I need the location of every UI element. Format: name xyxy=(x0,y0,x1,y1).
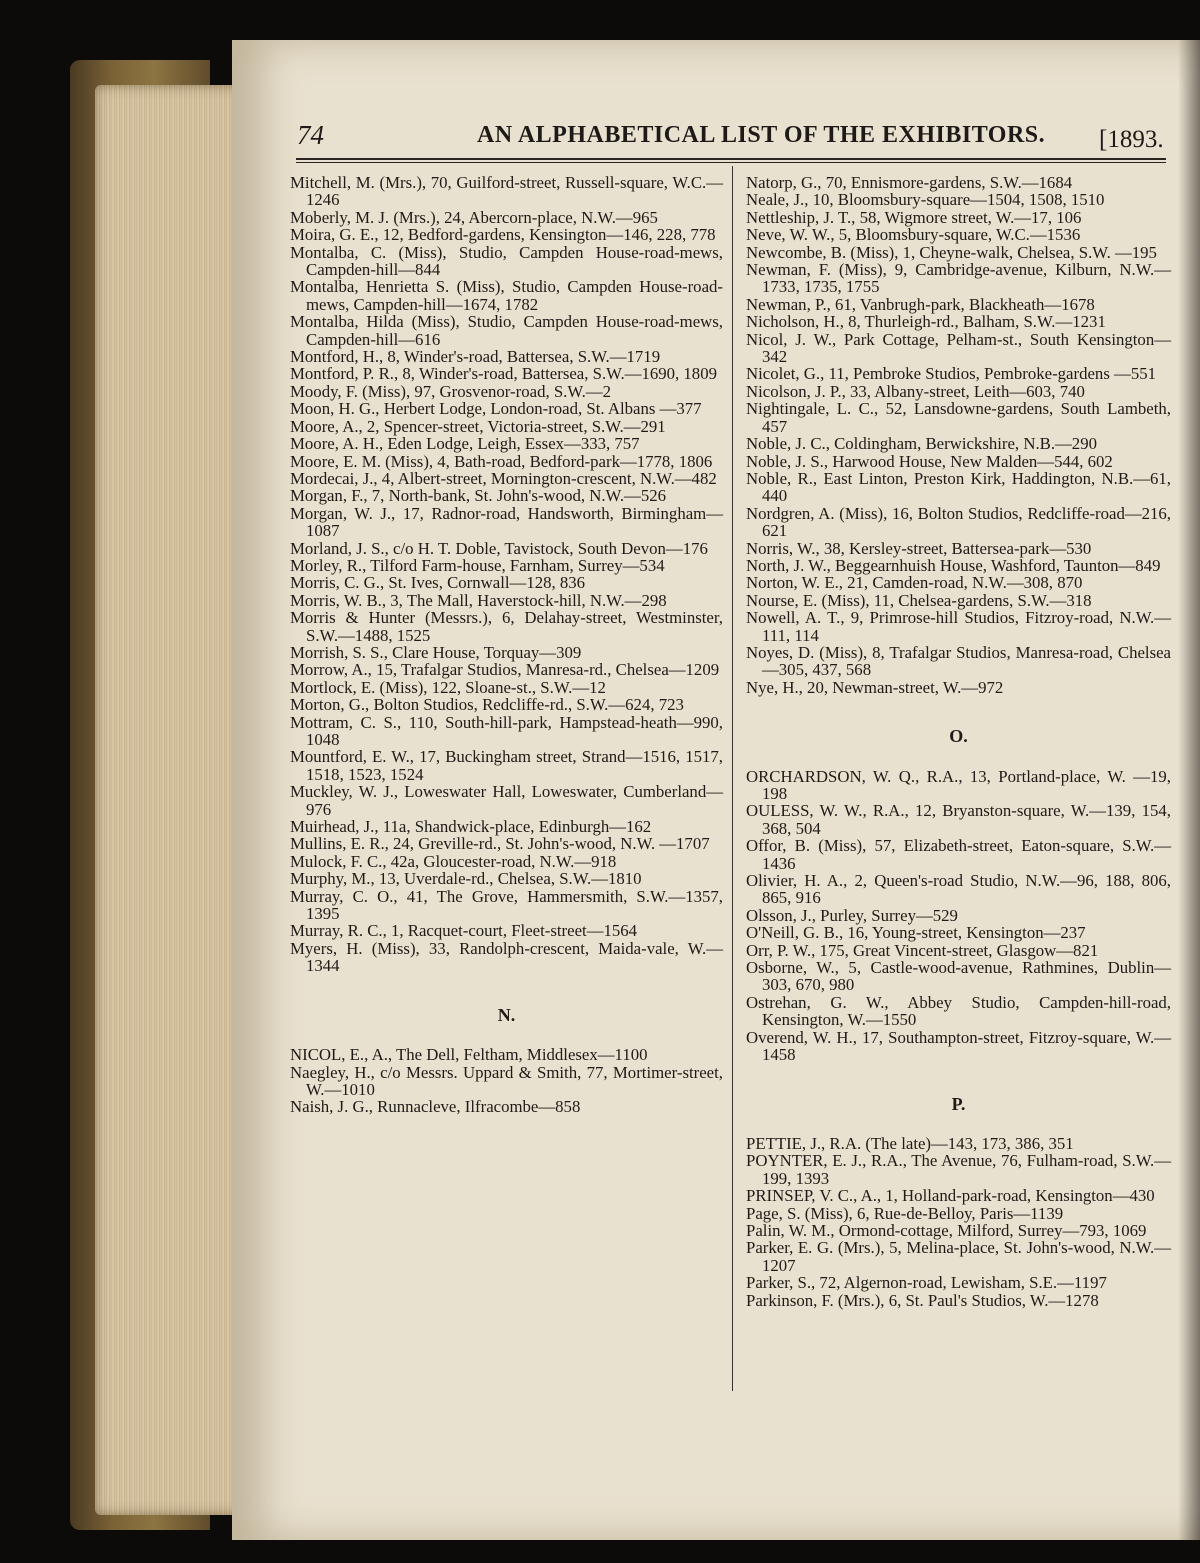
directory-entry: Natorp, G., 70, Ennismore-gardens, S.W.—1684 xyxy=(746,173,1073,192)
directory-entry: Nicolet, G., 11, Pembroke Studios, Pembroke-gardens —551 xyxy=(746,364,1156,384)
directory-entry: ORCHARDSON, W. Q., R.A., 13, Portland-place, W. —19, 198 xyxy=(746,766,1171,803)
directory-entry: Nicholson, H., 8, Thurleigh-rd., Balham, S.W.—1231 xyxy=(746,312,1106,332)
entry-list-n-continued xyxy=(746,174,1171,696)
directory-entry: Nourse, E. (Miss), 11, Chelsea-gardens, S.W.—318 xyxy=(746,590,1092,610)
directory-entry: Neve, W. W., 5, Bloomsbury-square, W.C.—1536 xyxy=(746,225,1081,245)
entry-list-o xyxy=(746,768,1171,1064)
section-heading-o: O. xyxy=(949,726,968,747)
left-column xyxy=(290,174,723,1116)
directory-entry: Mordecai, J., 4, Albert-street, Mornington-crescent, N.W.—482 xyxy=(290,468,717,488)
directory-entry: Morland, J. S., c/o H. T. Doble, Tavistock, South Devon—176 xyxy=(290,538,708,558)
section-heading-p: P. xyxy=(951,1093,966,1114)
directory-entry: Morris, C. G., St. Ives, Cornwall—128, 836 xyxy=(290,573,586,593)
directory-entry: PETTIE, J., R.A. (The late)—143, 173, 386, 351 xyxy=(746,1133,1074,1153)
directory-entry: Muckley, W. J., Loweswater Hall, Loweswater, Cumberland—976 xyxy=(290,782,723,819)
directory-entry: Olsson, J., Purley, Surrey—529 xyxy=(746,905,958,925)
directory-entry: PRINSEP, V. C., A., 1, Holland-park-road, Kensington—430 xyxy=(746,1186,1155,1206)
directory-entry: Murray, R. C., 1, Racquet-court, Fleet-street—1564 xyxy=(290,921,638,941)
directory-entry: Nowell, A. T., 9, Primrose-hill Studios, Fitzroy-road, N.W.—111, 114 xyxy=(746,608,1171,645)
directory-entry: Moody, F. (Miss), 97, Grosvenor-road, S.W.—2 xyxy=(290,381,612,401)
right-column xyxy=(746,174,1171,1309)
header-rule-thin xyxy=(296,162,1166,163)
directory-entry: Orr, P. W., 175, Great Vincent-street, Glasgow—821 xyxy=(746,940,1099,960)
directory-entry: Moira, G. E., 12, Bedford-gardens, Kensington—146, 228, 778 xyxy=(290,225,716,245)
directory-entry: Murray, C. O., 41, The Grove, Hammersmith, S.W.—1357, 1395 xyxy=(290,886,723,924)
directory-entry: Palin, W. M., Ormond-cottage, Milford, Surrey—793, 1069 xyxy=(746,1220,1147,1240)
directory-entry: Neale, J., 10, Bloomsbury-square—1504, 1508, 1510 xyxy=(746,190,1105,210)
directory-entry: Myers, H. (Miss), 33, Randolph-crescent, Maida-vale, W.—1344 xyxy=(290,938,723,976)
directory-entry: Parkinson, F. (Mrs.), 6, St. Paul's Studios, W.—1278 xyxy=(746,1290,1099,1310)
directory-entry: Newman, F. (Miss), 9, Cambridge-avenue, Kilburn, N.W.—1733, 1735, 1755 xyxy=(746,260,1171,297)
directory-entry: Nye, H., 20, Newman-street, W.—972 xyxy=(746,677,1004,697)
running-title: AN ALPHABETICAL LIST OF THE EXHIBITORS. xyxy=(477,122,1046,148)
column-divider xyxy=(732,166,733,1391)
directory-entry: POYNTER, E. J., R.A., The Avenue, 76, Fulham-road, S.W.—199, 1393 xyxy=(746,1151,1171,1188)
directory-entry: Morris & Hunter (Messrs.), 6, Delahay-street, Westminster, S.W.—1488, 1525 xyxy=(290,608,723,645)
header-rule xyxy=(296,158,1166,160)
directory-entry: Montford, P. R., 8, Winder's-road, Battersea, S.W.—1690, 1809 xyxy=(290,364,717,384)
directory-entry: Parker, E. G. (Mrs.), 5, Melina-place, St. John's-wood, N.W.—1207 xyxy=(746,1238,1171,1275)
page-edges xyxy=(95,85,245,1515)
directory-entry: Nicolson, J. P., 33, Albany-street, Leith—603, 740 xyxy=(746,381,1085,401)
directory-entry: Nordgren, A. (Miss), 16, Bolton Studios, Redcliffe-road—216, 621 xyxy=(746,503,1171,541)
directory-entry: Moon, H. G., Herbert Lodge, London-road, St. Albans —377 xyxy=(290,399,702,419)
entry-list-p xyxy=(746,1135,1171,1309)
section-heading-n: N. xyxy=(497,1004,516,1025)
directory-entry: Newman, P., 61, Vanbrugh-park, Blackheath—1678 xyxy=(746,294,1095,314)
directory-entry: Morrish, S. S., Clare House, Torquay—309 xyxy=(290,642,582,662)
directory-entry: Newcombe, B. (Miss), 1, Cheyne-walk, Chelsea, S.W. —195 xyxy=(746,242,1157,262)
directory-entry: OULESS, W. W., R.A., 12, Bryanston-square, W.—139, 154, 368, 504 xyxy=(746,801,1171,838)
directory-entry: Montalba, Henrietta S. (Miss), Studio, Campden House-road-mews, Campden-hill—1674, 1782 xyxy=(290,277,723,314)
directory-entry: Parker, S., 72, Algernon-road, Lewisham, S.E.—1197 xyxy=(746,1273,1107,1293)
directory-entry: Noble, J. S., Harwood House, New Malden—544, 602 xyxy=(746,451,1113,471)
directory-entry: Murphy, M., 13, Uverdale-rd., Chelsea, S.W.—1810 xyxy=(290,869,642,889)
directory-entry: Norris, W., 38, Kersley-street, Battersea-park—530 xyxy=(746,538,1092,558)
directory-entry: Page, S. (Miss), 6, Rue-de-Belloy, Paris—1139 xyxy=(746,1203,1064,1223)
directory-entry: Morley, R., Tilford Farm-house, Farnham, Surrey—534 xyxy=(290,555,665,575)
directory-entry: Moore, E. M. (Miss), 4, Bath-road, Bedford-park—1778, 1806 xyxy=(290,451,713,471)
directory-entry: Moore, A. H., Eden Lodge, Leigh, Essex—333, 757 xyxy=(290,434,640,454)
directory-entry: Overend, W. H., 17, Southampton-street, Fitzroy-square, W.—1458 xyxy=(746,1027,1171,1065)
page-shadow xyxy=(1178,40,1200,1540)
year-label: [1893. xyxy=(1099,126,1164,153)
directory-entry: Morton, G., Bolton Studios, Redcliffe-rd., S.W.—624, 723 xyxy=(290,695,684,715)
directory-entry: Noble, R., East Linton, Preston Kirk, Haddington, N.B.—61, 440 xyxy=(746,468,1171,506)
directory-entry: Montford, H., 8, Winder's-road, Battersea, S.W.—1719 xyxy=(290,347,661,367)
entry-list-m xyxy=(290,174,723,975)
directory-entry: Morgan, W. J., 17, Radnor-road, Handsworth, Birmingham—1087 xyxy=(290,503,723,541)
directory-entry: Mullins, E. R., 24, Greville-rd., St. John's-wood, N.W. —1707 xyxy=(290,834,710,854)
directory-entry: North, J. W., Beggearnhuish House, Washford, Taunton—849 xyxy=(746,555,1161,575)
directory-entry: Nicol, J. W., Park Cottage, Pelham-st., South Kensington—342 xyxy=(746,329,1171,367)
directory-entry: Morgan, F., 7, North-bank, St. John's-wood, N.W.—526 xyxy=(290,486,666,506)
directory-entry: Naegley, H., c/o Messrs. Uppard & Smith, 77, Mortimer-street, W.—1010 xyxy=(290,1062,723,1099)
directory-entry: Norton, W. E., 21, Camden-road, N.W.—308, 870 xyxy=(746,573,1083,593)
directory-entry: Moberly, M. J. (Mrs.), 24, Abercorn-place, N.W.—965 xyxy=(290,207,658,227)
directory-entry: NICOL, E., A., The Dell, Feltham, Middlesex—1100 xyxy=(290,1045,648,1065)
directory-entry: O'Neill, G. B., 16, Young-street, Kensington—237 xyxy=(746,923,1086,943)
directory-entry: Olivier, H. A., 2, Queen's-road Studio, N.W.—96, 188, 806, 865, 916 xyxy=(746,871,1171,908)
directory-entry: Mottram, C. S., 110, South-hill-park, Hampstead-heath—990, 1048 xyxy=(290,712,723,749)
directory-entry: Offor, B. (Miss), 57, Elizabeth-street, Eaton-square, S.W.—1436 xyxy=(746,836,1171,873)
directory-entry: Nettleship, J. T., 58, Wigmore street, W.—17, 106 xyxy=(746,207,1082,227)
directory-entry: Moore, A., 2, Spencer-street, Victoria-street, S.W.—291 xyxy=(290,416,666,436)
directory-entry: Mortlock, E. (Miss), 122, Sloane-st., S.W.—12 xyxy=(290,677,606,697)
entry-list-n xyxy=(290,1046,723,1116)
directory-entry: Nightingale, L. C., 52, Lansdowne-gardens, South Lambeth, 457 xyxy=(746,399,1171,436)
directory-entry: Morris, W. B., 3, The Mall, Haverstock-hill, N.W.—298 xyxy=(290,590,667,610)
directory-entry: Mitchell, M. (Mrs.), 70, Guilford-street, Russell-square, W.C.—1246 xyxy=(290,173,723,210)
page-number: 74 xyxy=(297,120,324,150)
directory-entry: Morrow, A., 15, Trafalgar Studios, Manresa-rd., Chelsea—1209 xyxy=(290,660,720,680)
directory-entry: Noyes, D. (Miss), 8, Trafalgar Studios, Manresa-road, Chelsea—305, 437, 568 xyxy=(746,642,1171,680)
directory-entry: Naish, J. G., Runnacleve, Ilfracombe—858 xyxy=(290,1097,581,1117)
directory-entry: Muirhead, J., 11a, Shandwick-place, Edinburgh—162 xyxy=(290,817,652,837)
directory-entry: Montalba, C. (Miss), Studio, Campden House-road-mews, Campden-hill—844 xyxy=(290,242,723,280)
directory-entry: Montalba, Hilda (Miss), Studio, Campden House-road-mews, Campden-hill—616 xyxy=(290,312,723,349)
directory-entry: Osborne, W., 5, Castle-wood-avenue, Rathmines, Dublin—303, 670, 980 xyxy=(746,958,1171,995)
directory-entry: Mountford, E. W., 17, Buckingham street, Strand—1516, 1517, 1518, 1523, 1524 xyxy=(290,747,723,784)
directory-entry: Noble, J. C., Coldingham, Berwickshire, N.B.—290 xyxy=(746,434,1097,454)
page-header xyxy=(295,118,1175,158)
directory-entry: Mulock, F. C., 42a, Gloucester-road, N.W.—918 xyxy=(290,851,617,871)
directory-entry: Ostrehan, G. W., Abbey Studio, Campden-hill-road, Kensington, W.—1550 xyxy=(746,992,1171,1030)
